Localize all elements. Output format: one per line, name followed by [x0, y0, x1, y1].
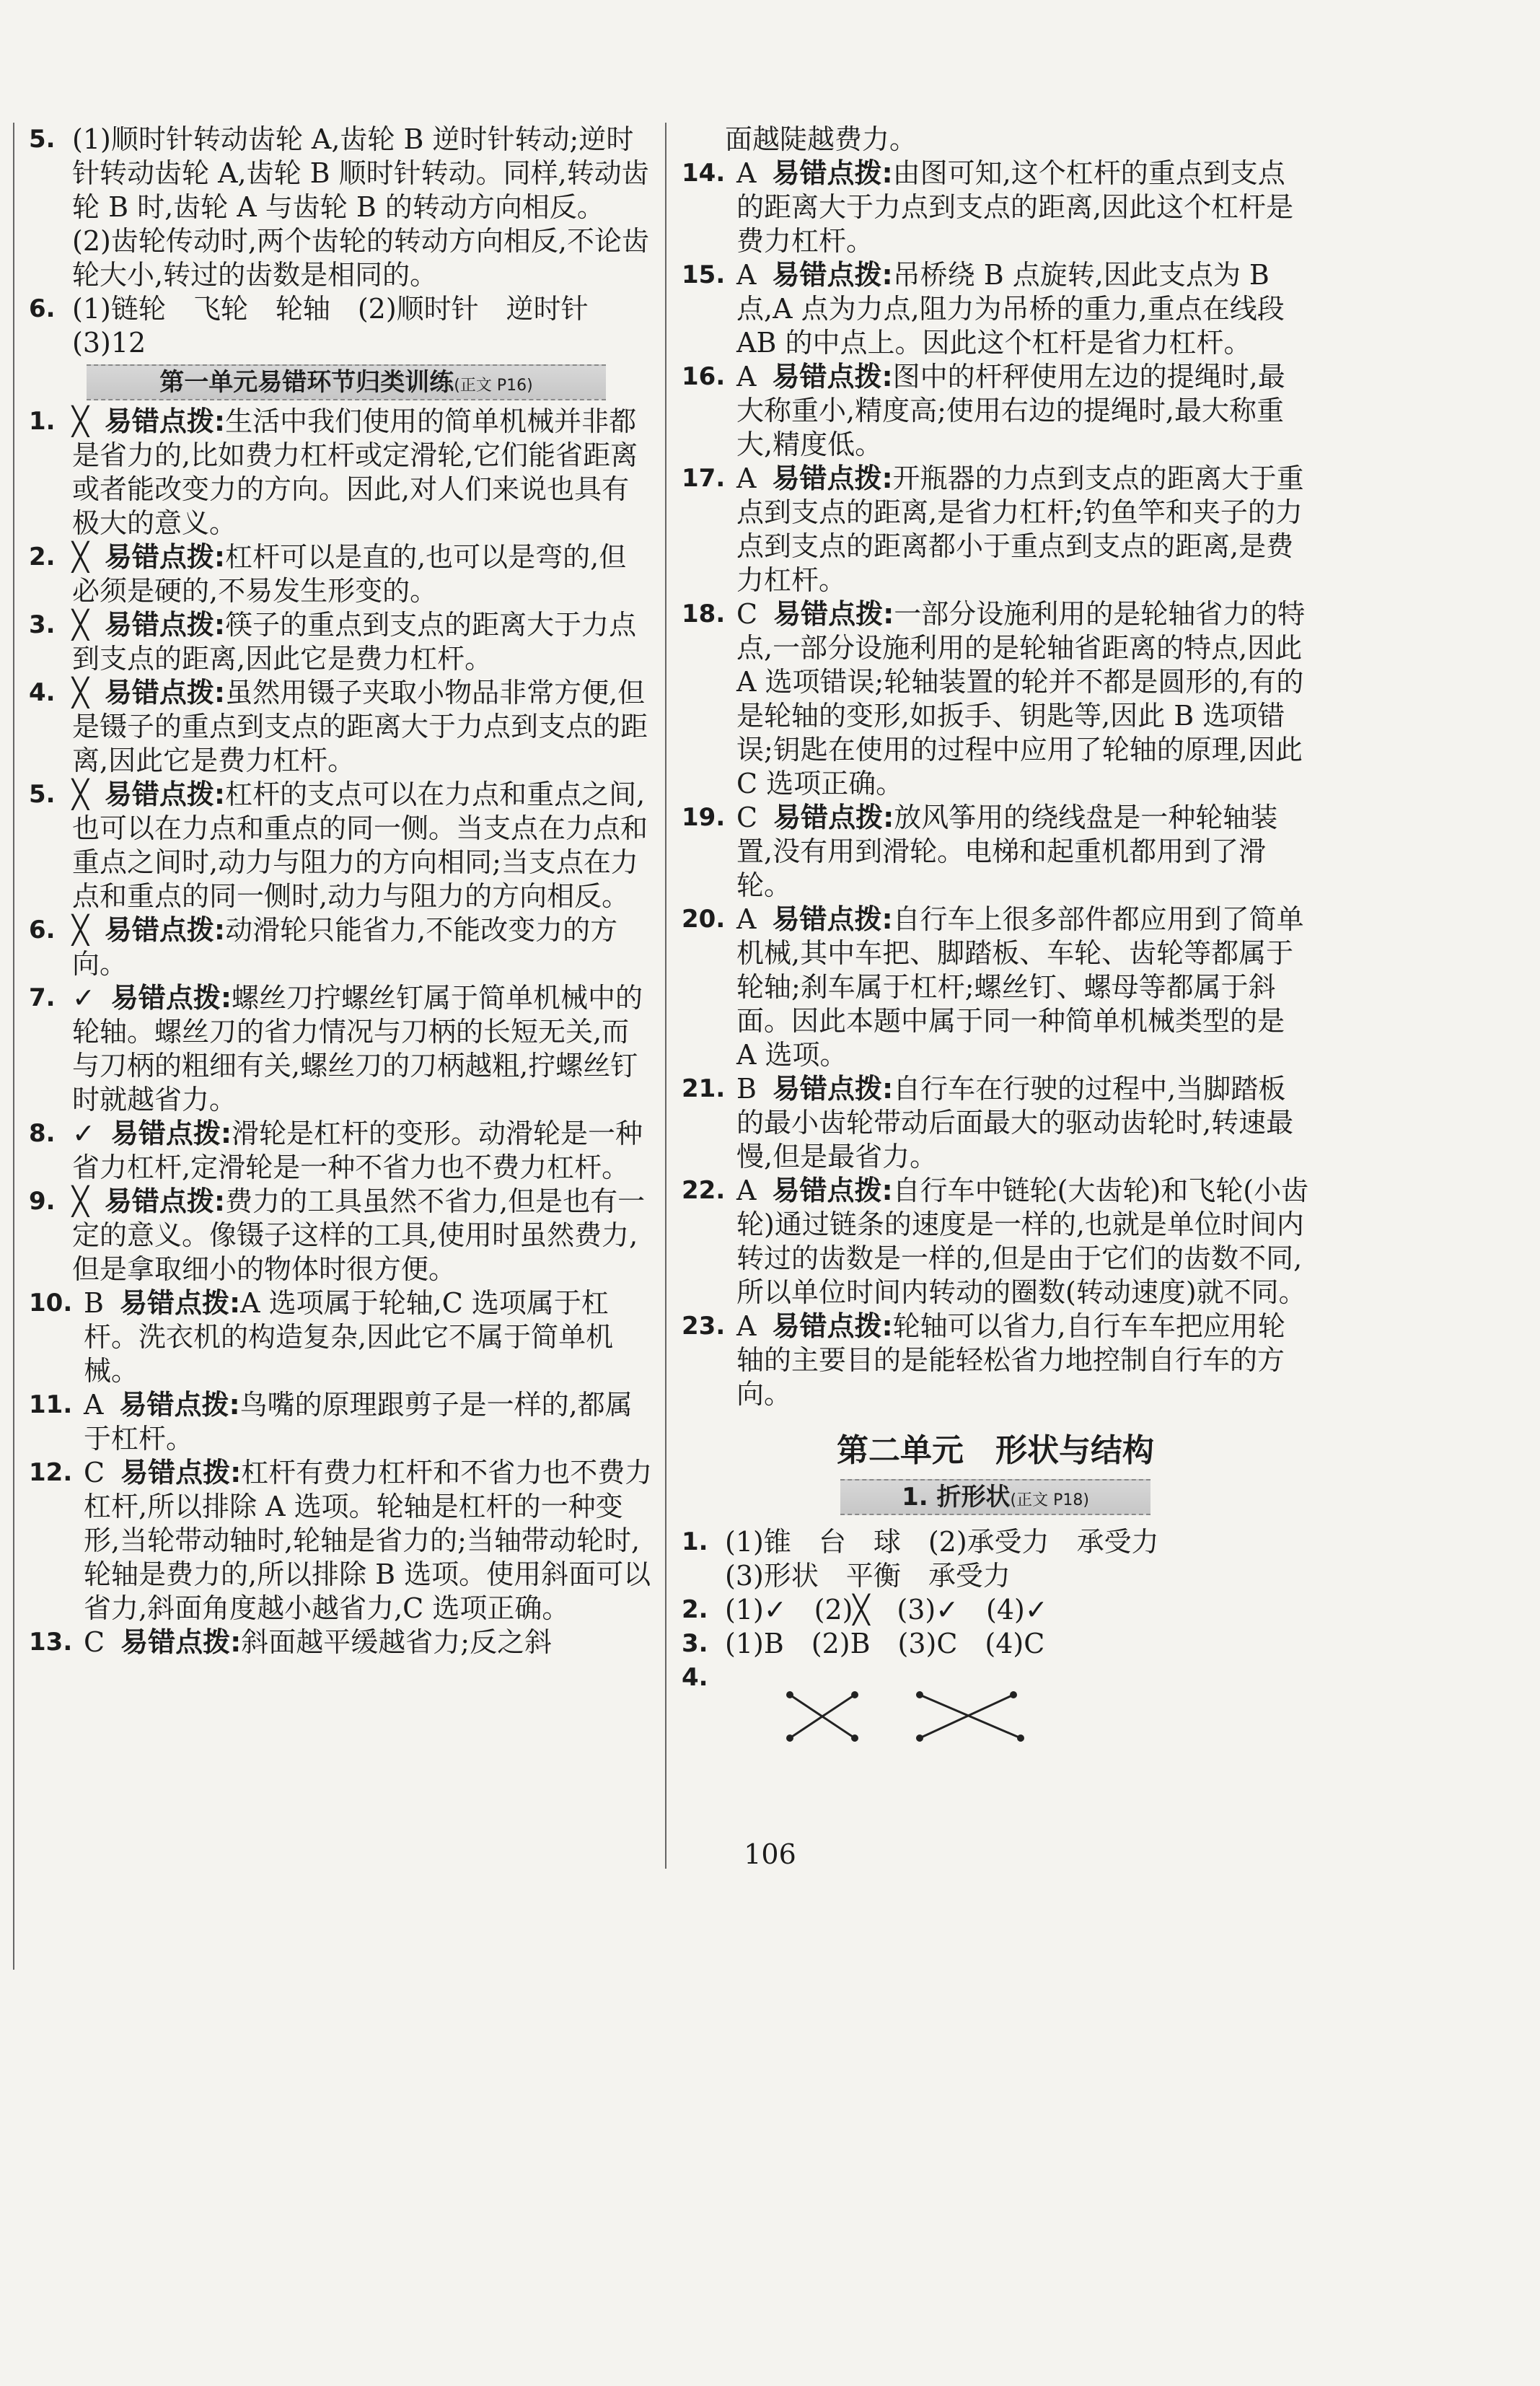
item-number: 1.	[682, 1527, 708, 1556]
item-number: 4.	[682, 1663, 708, 1692]
lesson-ref: (正文 P18)	[1010, 1491, 1089, 1509]
tip-label: 易错点拨:	[104, 914, 226, 946]
item-number: 2.	[682, 1595, 708, 1624]
item-text: (1)链轮 飞轮 轮轴 (2)顺时针 逆时针 (3)12	[72, 293, 616, 359]
answer-item-4	[29, 676, 653, 778]
item-text: 自行车中链轮(大齿轮)和飞轮(小齿轮)通过链条的速度是一样的,也就是单位时间内转过的齿数是一样的,但是由于它们的齿数不同,所以单位时间内转动的圈数(转动速度)就不同。	[736, 1175, 1309, 1308]
tip-label: 易错点拨:	[104, 1185, 226, 1217]
item-number: 12.	[29, 1458, 73, 1487]
answer-item-8	[29, 1117, 653, 1185]
answer-item-15	[682, 258, 1309, 360]
column-divider	[665, 123, 666, 1869]
item-number: 6.	[29, 294, 56, 323]
item-number: 4.	[29, 678, 56, 707]
item-text: 斜面越平缓越省力;反之斜	[241, 1626, 553, 1658]
answer-item-21	[682, 1072, 1309, 1174]
item-text: 轮轴可以省力,自行车车把应用轮轴的主要目的是能轻松省力地控制自行车的方向。	[736, 1310, 1285, 1410]
item-text: 杠杆有费力杠杆和不省力也不费力杠杆,所以排除 A 选项。轮轴是杠杆的一种变形,当轮带动轴时,轮轴是省力的;当轴带动轮时,轮轴是费力的,所以排除 B 选项。使用斜面可以省力,斜面角度越小越省力,C 选项正确。	[84, 1457, 653, 1624]
answer-item-16	[682, 360, 1309, 462]
item-text: (1)锥 台 球 (2)承受力 承受力	[725, 1526, 1159, 1558]
match-dot	[786, 1691, 793, 1698]
answer-item-17	[682, 462, 1309, 597]
item-number: 18.	[682, 600, 726, 628]
item-text: 滑轮是杠杆的变形。动滑轮是一种省力杠杆,定滑轮是一种不省力也不费力杠杆。	[72, 1118, 643, 1183]
item-text: 开瓶器的力点到支点的距离大于重点到支点的距离,是省力杠杆;钓鱼竿和夹子的力点到支点的距离都小于重点到支点的距离,是费力杠杆。	[736, 462, 1304, 596]
item-text: 自行车上很多部件都应用到了简单机械,其中车把、脚踏板、车轮、齿轮等都属于轮轴;刹车属于杠杆;螺丝钉、螺母等都属于斜面。因此本题中属于同一种简单机械类型的是 A 选项。	[736, 903, 1304, 1071]
item-number: 17.	[682, 464, 726, 493]
item-answer: C	[84, 1626, 105, 1658]
tip-label: 易错点拨:	[772, 903, 893, 935]
answer-item-19	[682, 801, 1309, 903]
item-text: 面越陡越费力。	[725, 123, 918, 155]
answer-item-top-6	[29, 292, 653, 360]
tip-label: 易错点拨:	[119, 1389, 240, 1421]
answer-item-1	[29, 405, 653, 540]
item-number: 3.	[682, 1629, 708, 1658]
item-text: 图中的杆秤使用左边的提绳时,最大称重小,精度高;使用右边的提绳时,最大称重大,精度低。	[736, 361, 1285, 460]
item-number: 5.	[29, 125, 56, 154]
tip-label: 易错点拨:	[104, 541, 226, 573]
item-number: 5.	[29, 780, 56, 809]
tip-label: 易错点拨:	[120, 1626, 242, 1658]
answer-item-7	[29, 981, 653, 1117]
answer-item-2	[29, 540, 653, 608]
item-text: 生活中我们使用的简单机械并非都是省力的,比如费力杠杆或定滑轮,它们能省距离或者能改变力的方向。因此,对人们来说也具有极大的意义。	[72, 405, 638, 539]
item-answer: A	[84, 1389, 104, 1421]
item-number: 11.	[29, 1390, 73, 1419]
continuation-text	[682, 123, 1309, 157]
item-answer: C	[84, 1457, 105, 1488]
item-number: 13.	[29, 1628, 73, 1657]
item-text: 一部分设施利用的是轮轴省力的特点,一部分设施利用的是轮轴省距离的特点,因此 A 选项错误;轮轴装置的轮并不都是圆形的,有的是轮轴的变形,如扳手、钥匙等,因此 B 选项错误;钥匙在使用的过程中应用了轮轴的原理,因此 C 选项正确。	[736, 598, 1306, 799]
lesson-answer-2	[682, 1593, 1309, 1627]
answer-item-11	[29, 1388, 653, 1456]
item-number: 20.	[682, 905, 726, 934]
tip-label: 易错点拨:	[773, 802, 894, 833]
answer-item-3	[29, 608, 653, 676]
answer-item-20	[682, 903, 1309, 1072]
item-text: 吊桥绕 B 点旋转,因此支点为 B 点,A 点为力点,阻力为吊桥的重力,重点在线段 AB 的中点上。因此这个杠杆是省力杠杆。	[736, 259, 1285, 359]
answer-item-23	[682, 1310, 1309, 1411]
match-dot	[786, 1734, 793, 1742]
item-answer: ╳	[72, 541, 89, 573]
tip-label: 易错点拨:	[773, 598, 894, 630]
answer-item-14	[682, 157, 1309, 258]
item-text: 筷子的重点到支点的距离大于力点到支点的距离,因此它是费力杠杆。	[72, 609, 637, 675]
answer-item-13	[29, 1626, 653, 1659]
section-banner	[87, 364, 606, 400]
item-number: 15.	[682, 260, 726, 289]
answer-item-5	[29, 778, 653, 913]
answer-item-10	[29, 1286, 653, 1388]
item-number: 10.	[29, 1289, 73, 1317]
item-number: 14.	[682, 159, 726, 188]
item-answer: A	[736, 1175, 757, 1206]
item-text: 虽然用镊子夹取小物品非常方便,但是镊子的重点到支点的距离大于力点到支点的距离,因此它是费力杠杆。	[72, 677, 648, 776]
answer-item-22	[682, 1174, 1309, 1310]
tip-label: 易错点拨:	[104, 609, 226, 641]
tip-label: 易错点拨:	[772, 259, 893, 291]
item-text: (1)B (2)B (3)C (4)C	[725, 1628, 1045, 1659]
tip-label: 易错点拨:	[772, 361, 893, 392]
match-dot	[851, 1734, 858, 1742]
item-number: 22.	[682, 1176, 726, 1205]
item-answer: ✓	[72, 982, 95, 1014]
item-text: A 选项属于轮轴,C 选项属于杠杆。洗衣机的构造复杂,因此它不属于简单机械。	[84, 1287, 614, 1387]
item-number: 21.	[682, 1074, 726, 1103]
item-answer: C	[736, 802, 758, 833]
item-answer: ╳	[72, 609, 89, 641]
item-answer: ╳	[72, 778, 89, 810]
item-answer: C	[736, 598, 758, 630]
item-number: 7.	[29, 983, 56, 1012]
match-dot	[851, 1691, 858, 1698]
item-answer: A	[736, 259, 757, 291]
section-title: 第一单元易错环节归类训练	[159, 368, 454, 397]
item-number: 9.	[29, 1187, 56, 1216]
item-text: (1)顺时针转动齿轮 A,齿轮 B 逆时针转动;逆时针转动齿轮 A,齿轮 B 顺时针转动。同样,转动齿轮 B 时,齿轮 A 与齿轮 B 的转动方向相反。	[72, 123, 649, 223]
item-answer: ╳	[72, 677, 89, 709]
item-number: 1.	[29, 407, 56, 436]
unit-title: 第二单元 形状与结构	[837, 1432, 1154, 1469]
item-number: 23.	[682, 1312, 726, 1341]
item-answer: ╳	[72, 1185, 89, 1217]
item-text: 鸟嘴的原理跟剪子是一样的,都属于杠杆。	[84, 1389, 633, 1455]
item-text: 自行车在行驶的过程中,当脚踏板的最小齿轮带动后面最大的驱动齿轮时,转速最慢,但是最省力。	[736, 1073, 1294, 1172]
lesson-banner	[840, 1479, 1150, 1515]
item-text: 螺丝刀拧螺丝钉属于简单机械中的轮轴。螺丝刀的省力情况与刀柄的长短无关,而与刀柄的粗细有关,螺丝刀的刀柄越粗,拧螺丝钉时就越省力。	[72, 982, 643, 1115]
item-answer: ╳	[72, 405, 89, 437]
item-answer: A	[736, 462, 757, 494]
right-column	[682, 123, 1309, 1745]
item-number: 16.	[682, 362, 726, 391]
tip-label: 易错点拨:	[104, 405, 226, 437]
item-text: 杠杆的支点可以在力点和重点之间,也可以在力点和重点的同一侧。当支点在力点和重点之间时,动力与阻力的方向相同;当支点在力点和重点的同一侧时,动力与阻力的方向相反。	[72, 778, 648, 912]
item-text: (2)齿轮传动时,两个齿轮的转动方向相反,不论齿轮大小,转过的齿数是相同的。	[72, 225, 649, 291]
item-answer: A	[736, 361, 757, 392]
item-number: 6.	[29, 916, 56, 944]
lesson-answer-4	[682, 1661, 1309, 1745]
item-answer: ✓	[72, 1118, 95, 1149]
answer-item-12	[29, 1456, 653, 1626]
tip-label: 易错点拨:	[772, 1310, 893, 1342]
left-column	[29, 123, 653, 1659]
item-text: 动滑轮只能省力,不能改变力的方向。	[72, 914, 618, 980]
item-text: (1)✓ (2)╳ (3)✓ (4)✓	[725, 1594, 1048, 1626]
tip-label: 易错点拨:	[772, 1175, 893, 1206]
item-text: 费力的工具虽然不省力,但是也有一定的意义。像镊子这样的工具,使用时虽然费力,但是拿取细小的物体时很方便。	[72, 1185, 646, 1285]
item-number: 3.	[29, 610, 56, 639]
item-text: 由图可知,这个杠杆的重点到支点的距离大于力点到支点的距离,因此这个杠杆是费力杠杆。	[736, 157, 1294, 257]
answer-item-top-5	[29, 123, 653, 292]
item-text: 杠杆可以是直的,也可以是弯的,但必须是硬的,不易发生形变的。	[72, 541, 627, 607]
tip-label: 易错点拨:	[104, 778, 226, 810]
item-answer: A	[736, 157, 757, 189]
answer-item-6	[29, 913, 653, 981]
item-text: (3)形状 平衡 承受力	[725, 1560, 1011, 1592]
item-answer: A	[736, 1310, 757, 1342]
tip-label: 易错点拨:	[110, 1118, 232, 1149]
tip-label: 易错点拨:	[772, 462, 893, 494]
tip-label: 易错点拨:	[772, 1073, 894, 1105]
item-answer: B	[736, 1073, 757, 1105]
matching-lines-diagram	[783, 1688, 1028, 1745]
lesson-title: 1. 折形状	[902, 1483, 1011, 1512]
answer-item-9	[29, 1185, 653, 1286]
item-answer: B	[84, 1287, 104, 1319]
item-answer: A	[736, 903, 757, 935]
item-number: 2.	[29, 543, 56, 571]
item-number: 19.	[682, 803, 726, 832]
tip-label: 易错点拨:	[104, 677, 226, 709]
match-dot	[1017, 1734, 1024, 1742]
match-dot	[916, 1691, 923, 1698]
page-number: 106	[744, 1838, 796, 1870]
left-margin-rule	[13, 123, 14, 1970]
item-text: 放风筝用的绕线盘是一种轮轴装置,没有用到滑轮。电梯和起重机都用到了滑轮。	[736, 802, 1278, 901]
lesson-answer-1	[682, 1525, 1309, 1593]
tip-label: 易错点拨:	[772, 157, 893, 189]
item-number: 8.	[29, 1119, 56, 1148]
tip-label: 易错点拨:	[120, 1457, 242, 1488]
match-dot	[916, 1734, 923, 1742]
tip-label: 易错点拨:	[110, 982, 232, 1014]
answer-item-18	[682, 597, 1309, 801]
tip-label: 易错点拨:	[119, 1287, 241, 1319]
match-dot	[1010, 1691, 1017, 1698]
item-answer: ╳	[72, 914, 89, 946]
section-ref: (正文 P16)	[454, 377, 533, 395]
lesson-answer-3	[682, 1627, 1309, 1661]
